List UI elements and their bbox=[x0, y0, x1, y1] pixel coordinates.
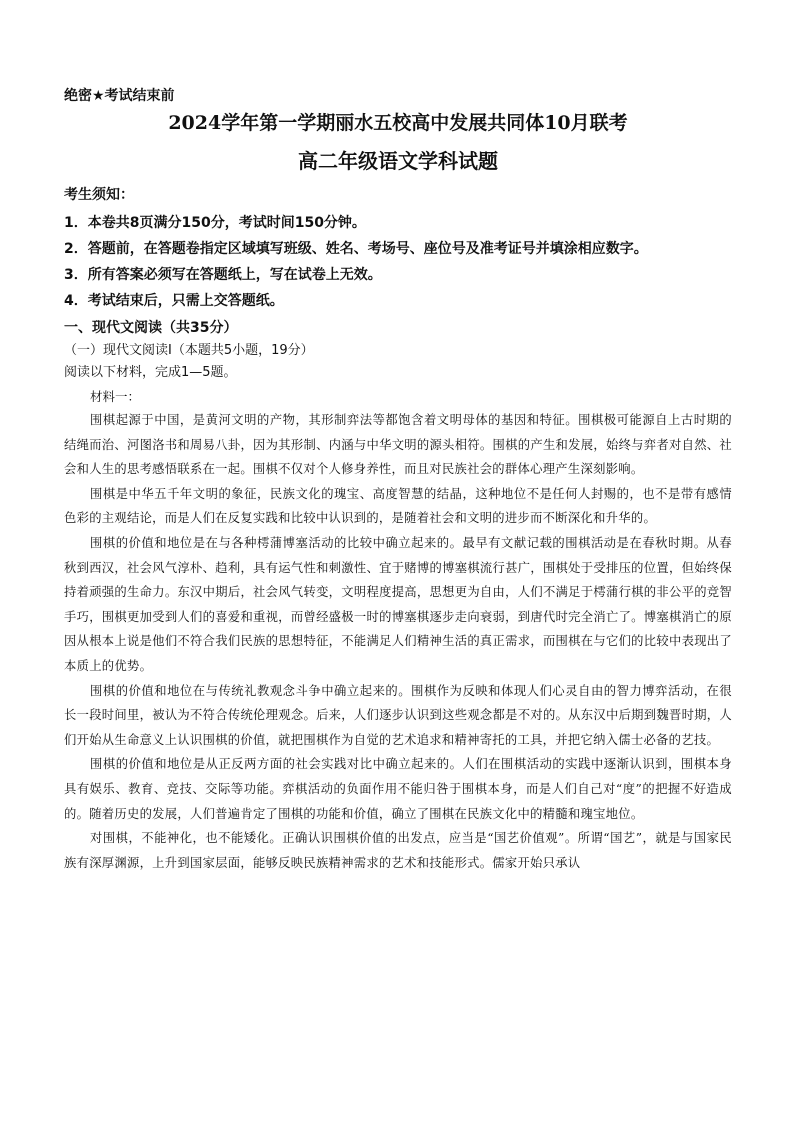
material-label: 材料一： bbox=[90, 389, 141, 404]
subsection-title: （一）现代文阅读Ⅰ（本题共5小题，19分） bbox=[64, 343, 314, 358]
material-paragraph: 对围棋，不能神化，也不能矮化。正确认识围棋价值的出发点，应当是“国艺价值观”。所谓“国艺”，就是与国家民族有深厚渊源，上升到国家层面，能够反映民族精神需求的艺术和技能形式。儒家开始只承认 bbox=[64, 831, 732, 870]
material-paragraph: 围棋的价值和地位在与传统礼教观念斗争中确立起来的。围棋作为反映和体现人们心灵自由的智力博弈活动，在很长一段时间里，被认为不符合传统伦理观念。后来，人们逐步认识到这些观念都是不对的。从东汉中后期到魏晋时期，人们开始从生命意义上认识围棋的价值，就把围棋作为自觉的艺术追求和精神寄托的工具，并把它纳入儒士必备的艺技。 bbox=[64, 683, 732, 747]
note-item: 2．答题前，在答题卷指定区域填写班级、姓名、考场号、座位号及准考证号并填涂相应数字。 bbox=[64, 241, 648, 257]
confidential-label: 绝密★考试结束前 bbox=[64, 88, 175, 104]
material-paragraph: 围棋的价值和地位是在与各种樗蒲博塞活动的比较中确立起来的。最早有文献记载的围棋活动是在春秋时期。从春秋到西汉，社会风气淳朴、趋利，具有运气性和刺激性、宜于赌博的博塞棋流行甚广，围棋处于受排压的位置，但始终保持着顽强的生命力。东汉中期后，社会风气转变，文明程度提高，思想更为自由，人们不满足于樗蒲行棋的非公平的竞智手巧，围棋更加受到人们的喜爱和重视，而曾经盛极一时的博塞棋逐步走向衰弱，到唐代时完全消亡了。博塞棋消亡的原因从根本上说是他们不符合我们民族的思想特征，不能满足人们精神生活的真正需求，而围棋在与它们的比较中表现出了本质上的优势。 bbox=[64, 535, 732, 673]
exam-subtitle: 高二年级语文学科试题 bbox=[298, 149, 498, 173]
note-item: 4．考试结束后，只需上交答题纸。 bbox=[64, 293, 284, 309]
reading-instruction: 阅读以下材料，完成1—5题。 bbox=[64, 365, 237, 380]
material-paragraph: 围棋的价值和地位是从正反两方面的社会实践对比中确立起来的。人们在围棋活动的实践中逐渐认识到，围棋本身具有娱乐、教育、竞技、交际等功能。弈棋活动的负面作用不能归咎于围棋本身，而是人们自己对“度”的把握不好造成的。随着历史的发展，人们普遍肯定了围棋的功能和价值，确立了围棋在民族文化中的精髓和瑰宝地位。 bbox=[64, 757, 732, 821]
exam-page bbox=[64, 86, 732, 875]
material-paragraph: 围棋是中华五千年文明的象征，民族文化的瑰宝、高度智慧的结晶，这种地位不是任何人封赐的，也不是带有感情色彩的主观结论，而是人们在反复实践和比较中认识到的，是随着社会和文明的进步而不断深化和升华的。 bbox=[64, 486, 732, 526]
notes-heading: 考生须知： bbox=[64, 187, 134, 203]
section-title: 一、现代文阅读（共35分） bbox=[64, 320, 238, 336]
material-paragraph: 围棋起源于中国，是黄河文明的产物，其形制弈法等都饱含着文明母体的基因和特征。围棋极可能源自上古时期的结绳而治、河图洛书和周易八卦，因为其形制、内涵与中华文明的源头相符。围棋的产生和发展，始终与弈者对自然、社会和人生的思考感悟联系在一起。围棋不仅对个人修身养性，而且对民族社会的群体心理产生深刻影响。 bbox=[64, 413, 732, 477]
note-item: 3．所有答案必须写在答题纸上，写在试卷上无效。 bbox=[64, 267, 382, 283]
note-item: 1．本卷共8页满分150分，考试时间150分钟。 bbox=[64, 215, 366, 231]
notes-list bbox=[64, 210, 732, 314]
exam-title: 2024学年第一学期丽水五校高中发展共同体10月联考 bbox=[168, 112, 628, 134]
